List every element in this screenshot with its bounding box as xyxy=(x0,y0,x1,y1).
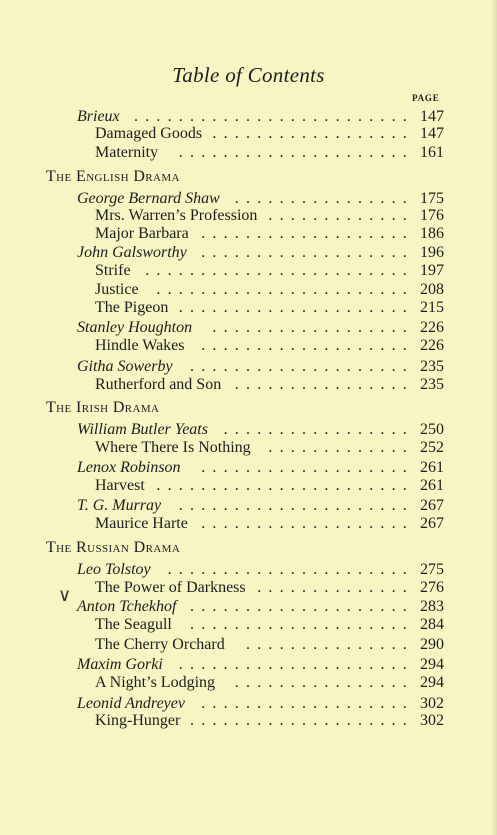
page-number: 267 xyxy=(420,515,444,532)
toc-work-entry xyxy=(95,261,444,281)
toc-work-entry xyxy=(95,514,444,534)
toc-work-entry xyxy=(95,224,444,244)
dot-leaders: ............. xyxy=(268,439,414,456)
dot-leaders: ..................... xyxy=(178,656,414,673)
entry-title: Maternity xyxy=(95,144,159,161)
page-number: 302 xyxy=(420,695,444,712)
dot-leaders: ................... xyxy=(201,515,414,532)
dot-leaders: ........................ xyxy=(145,262,414,279)
toc-work-entry xyxy=(95,375,444,395)
entry-title: Leo Tolstoy xyxy=(77,561,151,578)
entry-title: Anton Tchekhof xyxy=(77,598,177,615)
toc-author-entry xyxy=(77,560,444,580)
section-heading-label: The Irish Drama xyxy=(46,399,160,416)
toc-work-entry xyxy=(95,280,444,300)
page-title: Table of Contents xyxy=(172,63,325,87)
toc-work-entry xyxy=(95,673,444,693)
dot-leaders: ............. xyxy=(268,207,414,224)
dot-leaders: ................. xyxy=(223,421,414,438)
page-number: 226 xyxy=(420,337,444,354)
page-number: 250 xyxy=(420,421,444,438)
dot-leaders: ................... xyxy=(201,244,414,261)
page-number: 267 xyxy=(420,497,444,514)
pencil-margin-mark-icon: ∨ xyxy=(58,585,72,605)
dot-leaders: ................ xyxy=(234,376,414,393)
dot-leaders: ...................... xyxy=(167,561,414,578)
page-number: 226 xyxy=(420,319,444,336)
dot-leaders: ................ xyxy=(234,190,414,207)
page-number: 215 xyxy=(420,299,444,316)
entry-title: The Power of Darkness xyxy=(95,579,246,596)
page-number: 208 xyxy=(420,281,444,298)
page-number: 147 xyxy=(420,108,444,125)
dot-leaders: ................ xyxy=(234,674,414,691)
page-number: 275 xyxy=(420,561,444,578)
dot-leaders: ..................... xyxy=(178,497,414,514)
dot-leaders: ....................... xyxy=(156,477,414,494)
entry-title: John Galsworthy xyxy=(77,244,187,261)
page-number: 175 xyxy=(420,190,444,207)
toc-work-entry xyxy=(95,615,444,635)
entry-title: Lenox Robinson xyxy=(77,459,181,476)
entry-title: Damaged Goods xyxy=(95,125,203,142)
entry-title: Strife xyxy=(95,262,131,279)
page-number: 276 xyxy=(420,579,444,596)
dot-leaders: ................... xyxy=(201,695,414,712)
page-edge-shadow xyxy=(491,0,497,835)
toc-work-entry xyxy=(95,143,444,163)
toc-work-entry xyxy=(95,438,444,458)
dot-leaders: .................. xyxy=(212,319,414,336)
dot-leaders: ............... xyxy=(246,636,414,653)
toc-author-entry xyxy=(77,597,444,617)
toc-work-entry xyxy=(95,124,444,144)
entry-title: Major Barbara xyxy=(95,225,189,242)
entry-title: The Cherry Orchard xyxy=(95,636,225,653)
dot-leaders: ................... xyxy=(201,459,414,476)
section-heading-label: The English Drama xyxy=(46,168,180,185)
toc-work-entry xyxy=(95,476,444,496)
toc-author-entry xyxy=(77,655,444,675)
dot-leaders: ....................... xyxy=(156,281,414,298)
page-number: 197 xyxy=(420,262,444,279)
section-heading-label: The Russian Drama xyxy=(46,539,181,556)
dot-leaders: .............. xyxy=(257,579,414,596)
entry-title: William Butler Yeats xyxy=(77,421,208,438)
toc-author-entry xyxy=(77,420,444,440)
page-number: 261 xyxy=(420,459,444,476)
dot-leaders: .................. xyxy=(212,125,414,142)
dot-leaders: .................... xyxy=(190,712,414,729)
toc-work-entry xyxy=(95,578,444,598)
page-number: 294 xyxy=(420,656,444,673)
page-number: 302 xyxy=(420,712,444,729)
toc-author-entry xyxy=(77,318,444,338)
entry-title: Brieux xyxy=(77,108,120,125)
page-number: 252 xyxy=(420,439,444,456)
dot-leaders: ................... xyxy=(201,337,414,354)
page-number: 261 xyxy=(420,477,444,494)
entry-title: King-Hunger xyxy=(95,712,181,729)
page-number: 294 xyxy=(420,674,444,691)
entry-title: Githa Sowerby xyxy=(77,358,173,375)
dot-leaders: ......................... xyxy=(134,108,414,125)
page-number: 147 xyxy=(420,125,444,142)
entry-title: Stanley Houghton xyxy=(77,319,193,336)
toc-author-entry xyxy=(77,357,444,377)
dot-leaders: ..................... xyxy=(178,144,414,161)
entry-title: Rutherford and Son xyxy=(95,376,222,393)
dot-leaders: .................... xyxy=(190,358,414,375)
page-number: 196 xyxy=(420,244,444,261)
entry-title: George Bernard Shaw xyxy=(77,190,220,207)
page-number: 186 xyxy=(420,225,444,242)
dot-leaders: ..................... xyxy=(178,299,414,316)
toc-work-entry xyxy=(95,336,444,356)
page-number: 161 xyxy=(420,144,444,161)
entry-title: T. G. Murray xyxy=(77,497,162,514)
entry-title: Hindle Wakes xyxy=(95,337,185,354)
toc-work-entry xyxy=(95,298,444,318)
dot-leaders: .................... xyxy=(190,598,414,615)
page-number: 290 xyxy=(420,636,444,653)
entry-title: Maxim Gorki xyxy=(77,656,163,673)
page-number: 235 xyxy=(420,358,444,375)
toc-work-entry xyxy=(95,635,444,655)
dot-leaders: ................... xyxy=(201,225,414,242)
entry-title: The Seagull xyxy=(95,616,172,633)
entry-title: Maurice Harte xyxy=(95,515,188,532)
entry-title: Mrs. Warren’s Profession xyxy=(95,207,258,224)
entry-title: Justice xyxy=(95,281,139,298)
entry-title: Where There Is Nothing xyxy=(95,439,251,456)
page-number: 176 xyxy=(420,207,444,224)
toc-author-entry xyxy=(77,243,444,263)
page-column-label: PAGE xyxy=(412,93,440,103)
toc-author-entry xyxy=(77,496,444,516)
entry-title: Leonid Andreyev xyxy=(77,695,185,712)
page-number: 283 xyxy=(420,598,444,615)
toc-work-entry xyxy=(95,711,444,731)
page-number: 235 xyxy=(420,376,444,393)
entry-title: The Pigeon xyxy=(95,299,169,316)
toc-author-entry xyxy=(77,458,444,478)
entry-title: Harvest xyxy=(95,477,145,494)
toc-work-entry xyxy=(95,206,444,226)
entry-title: A Night’s Lodging xyxy=(95,674,216,691)
dot-leaders: .................... xyxy=(190,616,414,633)
page-number: 284 xyxy=(420,616,444,633)
